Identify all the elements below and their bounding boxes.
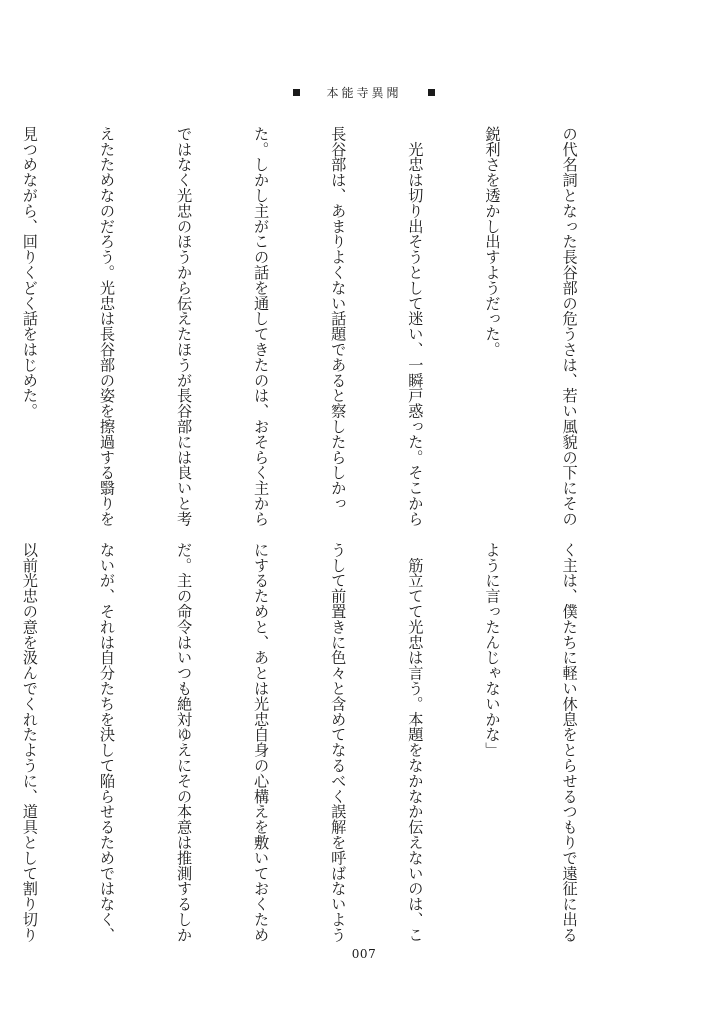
text-line: 鋭利さを透かし出すようだった。 [483,126,502,357]
text-line: うして前置きに色々と含めてなるべく誤解を呼ばないよう [329,542,348,943]
text-line: た。しかし主がこの話を通してきたのは、おそらく主から [252,126,271,527]
text-line: ないが、それは自分たちを決して陥らせるためではなく、 [97,542,116,943]
text-line: 光忠は切り出そうとして迷い、一瞬戸惑った。そこから [406,126,425,527]
header-title: 本能寺異聞 [326,85,402,100]
text-line: ように言ったんじゃないかな」 [483,542,502,758]
running-header [0,82,728,102]
text-line: にするためと、あとは光忠自身の心構えを敷いておくため [252,542,271,943]
text-line: 筋立てて光忠は言う。本題をなかなか伝えないのは、こ [406,542,425,943]
text-line: だ。主の命令はいつも絶対ゆえにその本意は推測するしか [175,542,194,943]
text-line: ではなく光忠のほうから伝えたほうが長谷部には良いと考 [175,126,194,527]
body-text-upper [0,126,633,527]
text-line: 以前光忠の意を汲んでくれたように、道具として割り切り [20,542,39,943]
square-bullet-icon [428,89,435,96]
text-line: 見つめながら、回りくどく話をはじめた。 [20,126,39,419]
body-text-lower [0,542,633,943]
page-number: 007 [351,947,377,961]
text-line: の代名詞となった長谷部の危うさは、若い風貌の下にその [560,126,579,527]
text-line: 長谷部は、あまりよくない話題であると察したらしかっ [329,126,348,511]
text-line: く主は、僕たちに軽い休息をとらせるつもりで遠征に出る [560,542,579,943]
square-bullet-icon [293,89,300,96]
text-line: えたためなのだろう。光忠は長谷部の姿を擦過する翳りを [97,126,116,527]
